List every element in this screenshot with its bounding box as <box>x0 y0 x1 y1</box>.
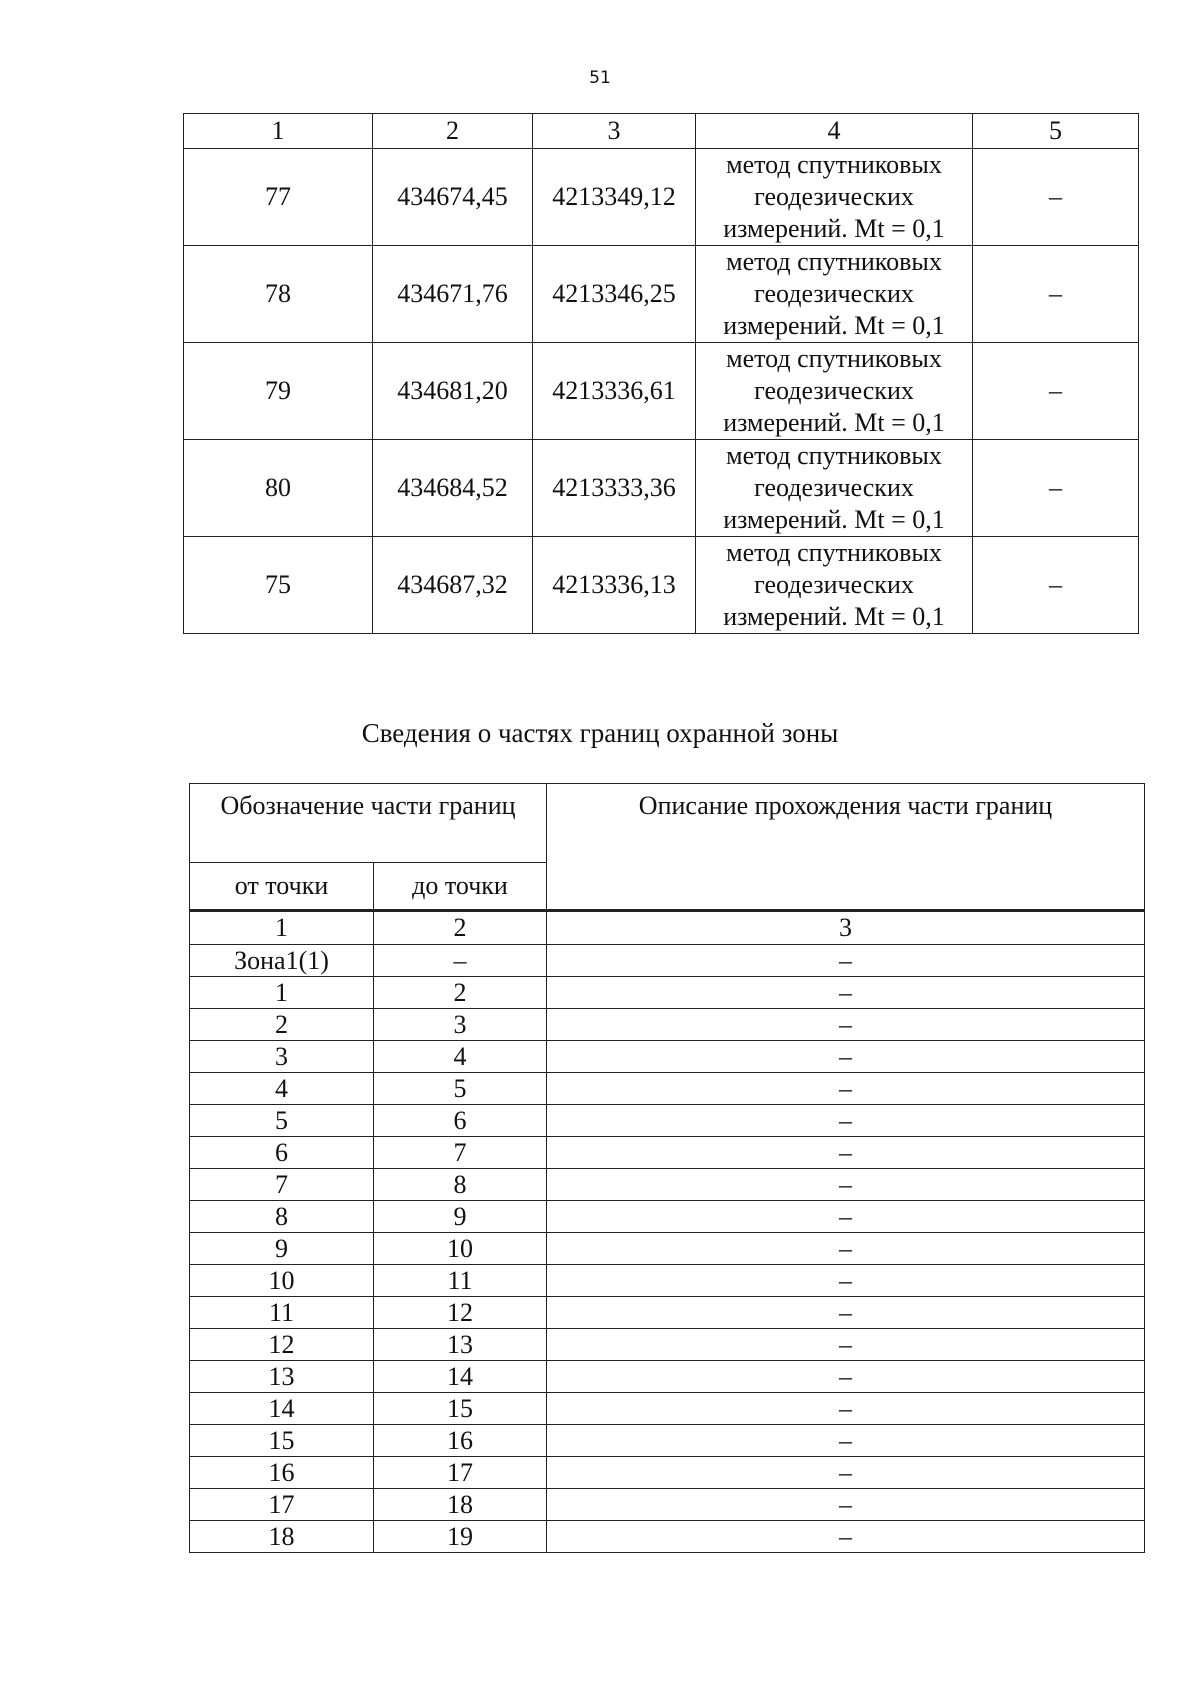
method-cell <box>696 537 973 634</box>
table-row <box>190 977 1145 1009</box>
column-number-cell: 5 <box>973 114 1139 149</box>
to-point-cell: 15 <box>374 1393 547 1425</box>
from-point-cell: Зона1(1) <box>190 945 374 977</box>
table-row <box>190 1457 1145 1489</box>
to-point-cell: 13 <box>374 1329 547 1361</box>
x-coordinate-cell: 434674,45 <box>373 149 533 246</box>
table-row <box>190 1425 1145 1457</box>
method-line: измерений. Mt = 0,1 <box>723 214 945 243</box>
table-row <box>190 1489 1145 1521</box>
method-line: геодезических <box>754 182 914 211</box>
method-cell <box>696 440 973 537</box>
to-point-cell: 9 <box>374 1201 547 1233</box>
description-cell: – <box>547 1329 1145 1361</box>
note-cell: – <box>973 246 1139 343</box>
to-point-cell: 14 <box>374 1361 547 1393</box>
description-header: Описание прохождения части границ <box>547 784 1145 911</box>
from-point-header: от точки <box>190 863 374 911</box>
coordinates-table <box>183 113 1139 634</box>
to-point-cell: 18 <box>374 1489 547 1521</box>
designation-header: Обозначение части границ <box>190 784 547 863</box>
description-cell: – <box>547 1489 1145 1521</box>
x-coordinate-cell: 434684,52 <box>373 440 533 537</box>
to-point-cell: 19 <box>374 1521 547 1553</box>
description-cell: – <box>547 1201 1145 1233</box>
point-number-cell: 79 <box>184 343 373 440</box>
table-row <box>184 149 1139 246</box>
from-point-cell: 11 <box>190 1297 374 1329</box>
column-number-cell: 2 <box>373 114 533 149</box>
method-line: метод спутниковых <box>726 344 942 373</box>
to-point-cell: 17 <box>374 1457 547 1489</box>
description-cell: – <box>547 1521 1145 1553</box>
description-cell: – <box>547 1425 1145 1457</box>
table-row <box>184 246 1139 343</box>
column-number-cell: 2 <box>374 911 547 945</box>
method-line: измерений. Mt = 0,1 <box>723 311 945 340</box>
to-point-cell: 10 <box>374 1233 547 1265</box>
column-numbers-row <box>190 911 1145 945</box>
from-point-cell: 10 <box>190 1265 374 1297</box>
note-cell: – <box>973 440 1139 537</box>
from-point-cell: 8 <box>190 1201 374 1233</box>
description-cell: – <box>547 1393 1145 1425</box>
point-number-cell: 75 <box>184 537 373 634</box>
y-coordinate-cell: 4213346,25 <box>533 246 696 343</box>
table-row <box>190 1105 1145 1137</box>
method-line: метод спутниковых <box>726 538 942 567</box>
table-row <box>190 1201 1145 1233</box>
method-line: геодезических <box>754 279 914 308</box>
from-point-cell: 6 <box>190 1137 374 1169</box>
table-row <box>190 1521 1145 1553</box>
to-point-cell: 12 <box>374 1297 547 1329</box>
table-row <box>190 1137 1145 1169</box>
description-cell: – <box>547 1361 1145 1393</box>
method-line: измерений. Mt = 0,1 <box>723 602 945 631</box>
description-cell: – <box>547 945 1145 977</box>
table-row <box>190 1393 1145 1425</box>
note-cell: – <box>973 149 1139 246</box>
description-cell: – <box>547 1105 1145 1137</box>
description-cell: – <box>547 1009 1145 1041</box>
table-row <box>190 1041 1145 1073</box>
description-cell: – <box>547 977 1145 1009</box>
from-point-cell: 1 <box>190 977 374 1009</box>
to-point-cell: 5 <box>374 1073 547 1105</box>
from-point-cell: 7 <box>190 1169 374 1201</box>
to-point-cell: 7 <box>374 1137 547 1169</box>
section-title: Сведения о частях границ охранной зоны <box>361 718 839 748</box>
method-line: измерений. Mt = 0,1 <box>723 408 945 437</box>
method-line: метод спутниковых <box>726 441 942 470</box>
description-cell: – <box>547 1297 1145 1329</box>
table-row <box>190 1169 1145 1201</box>
to-point-cell: 2 <box>374 977 547 1009</box>
method-line: геодезических <box>754 570 914 599</box>
table-row <box>190 1073 1145 1105</box>
point-number-cell: 80 <box>184 440 373 537</box>
table-row <box>190 1297 1145 1329</box>
y-coordinate-cell: 4213336,61 <box>533 343 696 440</box>
from-point-cell: 16 <box>190 1457 374 1489</box>
from-point-cell: 17 <box>190 1489 374 1521</box>
method-line: геодезических <box>754 376 914 405</box>
y-coordinate-cell: 4213333,36 <box>533 440 696 537</box>
table-row <box>190 1233 1145 1265</box>
description-cell: – <box>547 1233 1145 1265</box>
from-point-cell: 14 <box>190 1393 374 1425</box>
description-cell: – <box>547 1137 1145 1169</box>
table-header-row <box>190 784 1145 863</box>
from-point-cell: 5 <box>190 1105 374 1137</box>
from-point-cell: 12 <box>190 1329 374 1361</box>
method-cell <box>696 149 973 246</box>
from-point-cell: 9 <box>190 1233 374 1265</box>
from-point-cell: 18 <box>190 1521 374 1553</box>
description-cell: – <box>547 1169 1145 1201</box>
table-row <box>184 440 1139 537</box>
to-point-cell: 3 <box>374 1009 547 1041</box>
table-row <box>184 537 1139 634</box>
description-cell: – <box>547 1073 1145 1105</box>
method-line: измерений. Mt = 0,1 <box>723 505 945 534</box>
to-point-cell: – <box>374 945 547 977</box>
to-point-cell: 4 <box>374 1041 547 1073</box>
from-point-cell: 13 <box>190 1361 374 1393</box>
table-row <box>190 1361 1145 1393</box>
description-cell: – <box>547 1265 1145 1297</box>
from-point-cell: 2 <box>190 1009 374 1041</box>
to-point-cell: 6 <box>374 1105 547 1137</box>
column-number-cell: 4 <box>696 114 973 149</box>
description-cell: – <box>547 1041 1145 1073</box>
page-number: 51 <box>589 68 611 88</box>
description-cell: – <box>547 1457 1145 1489</box>
point-number-cell: 78 <box>184 246 373 343</box>
to-point-header: до точки <box>374 863 547 911</box>
table-header-row <box>184 114 1139 149</box>
method-cell <box>696 246 973 343</box>
table-row <box>190 1265 1145 1297</box>
point-number-cell: 77 <box>184 149 373 246</box>
x-coordinate-cell: 434681,20 <box>373 343 533 440</box>
table-row <box>190 1009 1145 1041</box>
method-line: геодезических <box>754 473 914 502</box>
parts-table-body <box>190 945 1145 1553</box>
table-row <box>190 1329 1145 1361</box>
to-point-cell: 8 <box>374 1169 547 1201</box>
note-cell: – <box>973 537 1139 634</box>
y-coordinate-cell: 4213349,12 <box>533 149 696 246</box>
method-line: метод спутниковых <box>726 247 942 276</box>
column-number-cell: 1 <box>190 911 374 945</box>
column-number-cell: 1 <box>184 114 373 149</box>
x-coordinate-cell: 434687,32 <box>373 537 533 634</box>
from-point-cell: 3 <box>190 1041 374 1073</box>
x-coordinate-cell: 434671,76 <box>373 246 533 343</box>
from-point-cell: 15 <box>190 1425 374 1457</box>
y-coordinate-cell: 4213336,13 <box>533 537 696 634</box>
to-point-cell: 16 <box>374 1425 547 1457</box>
table-row <box>190 945 1145 977</box>
note-cell: – <box>973 343 1139 440</box>
method-line: метод спутниковых <box>726 150 942 179</box>
from-point-cell: 4 <box>190 1073 374 1105</box>
column-number-cell: 3 <box>533 114 696 149</box>
column-number-cell: 3 <box>547 911 1145 945</box>
method-cell <box>696 343 973 440</box>
table-row <box>184 343 1139 440</box>
to-point-cell: 11 <box>374 1265 547 1297</box>
boundary-parts-table <box>189 783 1145 1553</box>
